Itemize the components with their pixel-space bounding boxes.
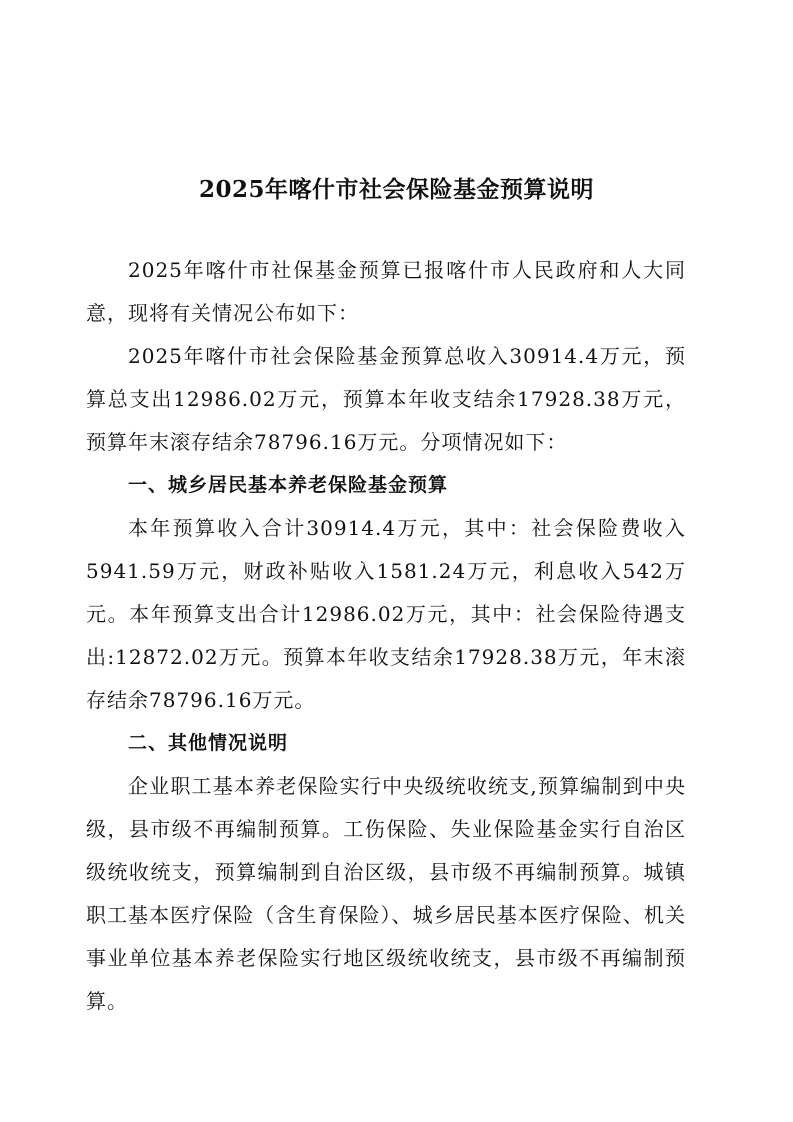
section-2-heading: 二、其他情况说明	[128, 732, 289, 754]
section-1-heading: 一、城乡居民基本养老保险基金预算	[128, 474, 449, 496]
section-1-paragraph: 本年预算收入合计30914.4万元，其中：社会保险费收入5941.59万元，财政补贴收入1581.24万元，利息收入542万元。本年预算支出合计12986.02万元，其中：社会保险待遇支出:12872.02万元。预算本年收支结余17928.38万元，年末滚存结余78796.16万元。	[86, 516, 686, 712]
document-body	[86, 249, 686, 1023]
section-2-paragraph: 企业职工基本养老保险实行中央级统收统支,预算编制到中央级，县市级不再编制预算。工伤保险、失业保险基金实行自治区级统收统支，预算编制到自治区级，县市级不再编制预算。城镇职工基本医疗保险（含生育保险）、城乡居民基本医疗保险、机关事业单位基本养老保险实行地区级统收统支，县市级不再编制预算。	[86, 774, 686, 1013]
intro-paragraph: 2025年喀什市社保基金预算已报喀什市人民政府和人大同意，现将有关情况公布如下：	[86, 258, 686, 325]
summary-paragraph: 2025年喀什市社会保险基金预算总收入30914.4万元，预算总支出12986.02万元，预算本年收支结余17928.38万元，预算年末滚存结余78796.16万元。分项情况如下：	[86, 344, 686, 454]
document-title: 2025年喀什市社会保险基金预算说明	[198, 176, 594, 203]
